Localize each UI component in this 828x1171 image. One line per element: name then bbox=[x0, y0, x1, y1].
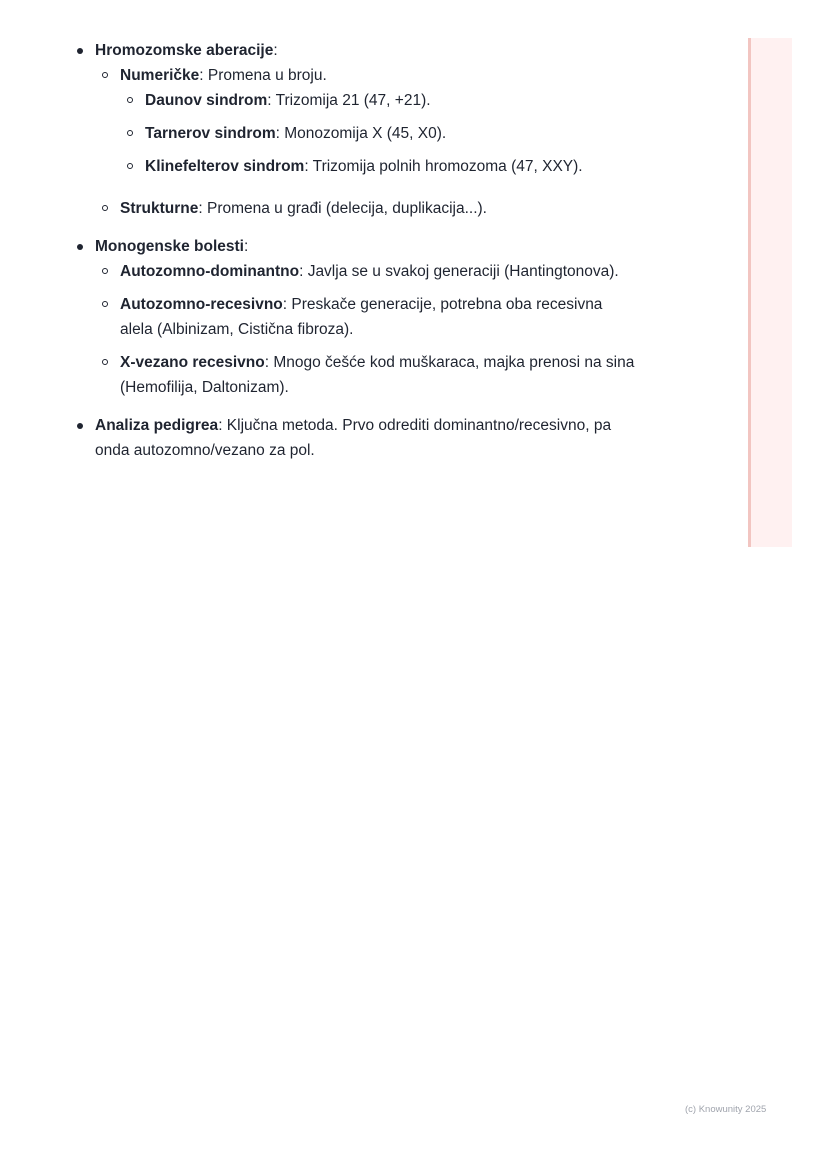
term: Autozomno-dominantno bbox=[120, 263, 300, 280]
side-accent-panel bbox=[748, 38, 792, 547]
term: Klinefelterov sindrom bbox=[145, 158, 305, 175]
sublist bbox=[120, 63, 635, 221]
term: Tarnerov sindrom bbox=[145, 125, 276, 142]
term: X-vezano recesivno bbox=[120, 354, 265, 371]
sublist bbox=[120, 259, 635, 400]
term: Analiza pedigrea bbox=[95, 417, 219, 434]
term: Daunov sindrom bbox=[145, 92, 268, 109]
term: Hromozomske aberacije bbox=[95, 42, 274, 59]
list-item-autosomal-dominant bbox=[120, 259, 635, 284]
list-item-down-syndrome bbox=[145, 88, 635, 113]
text: : Trizomija 21 (47, +21). bbox=[267, 92, 431, 109]
list-item-turner-syndrome bbox=[145, 121, 635, 146]
text: : Promena u građi (delecija, duplikacija...). bbox=[198, 200, 487, 217]
text: : Preskače generacije, potrebna oba recesivna alela (Albinizam, Cistična fibroza). bbox=[120, 296, 603, 338]
list-item-klinefelter-syndrome bbox=[145, 154, 635, 179]
term: Numeričke bbox=[120, 67, 200, 84]
term: Monogenske bolesti bbox=[95, 238, 244, 255]
list-item-structural bbox=[120, 196, 635, 221]
text: : bbox=[273, 42, 278, 59]
text: : Promena u broju. bbox=[199, 67, 327, 84]
term: Strukturne bbox=[120, 200, 199, 217]
footer-copyright: (c) Knowunity 2025 bbox=[685, 1104, 767, 1115]
text: : Mnogo češće kod muškaraca, majka prenosi na sina (Hemofilija, Daltonizam). bbox=[120, 354, 635, 396]
term: Autozomno-recesivno bbox=[120, 296, 283, 313]
text: : Monozomija X (45, X0). bbox=[275, 125, 447, 142]
list-item-monogenic-diseases bbox=[0, 234, 635, 400]
document-body bbox=[0, 38, 700, 463]
list-item-chromosomal-aberrations bbox=[0, 38, 635, 221]
main-list bbox=[0, 38, 700, 463]
text: : bbox=[244, 238, 249, 255]
list-item-numerical bbox=[120, 63, 635, 179]
text: : Javlja se u svakoj generaciji (Hantingtonova). bbox=[299, 263, 619, 280]
text: : Ključna metoda. Prvo odrediti dominantno/recesivno, pa onda autozomno/vezano za pol. bbox=[95, 417, 612, 459]
list-item-x-linked-recessive bbox=[120, 350, 635, 400]
list-item-autosomal-recessive bbox=[120, 292, 635, 342]
list-item-pedigree-analysis bbox=[0, 413, 635, 463]
sublist bbox=[145, 88, 635, 179]
text: : Trizomija polnih hromozoma (47, XXY). bbox=[304, 158, 583, 175]
